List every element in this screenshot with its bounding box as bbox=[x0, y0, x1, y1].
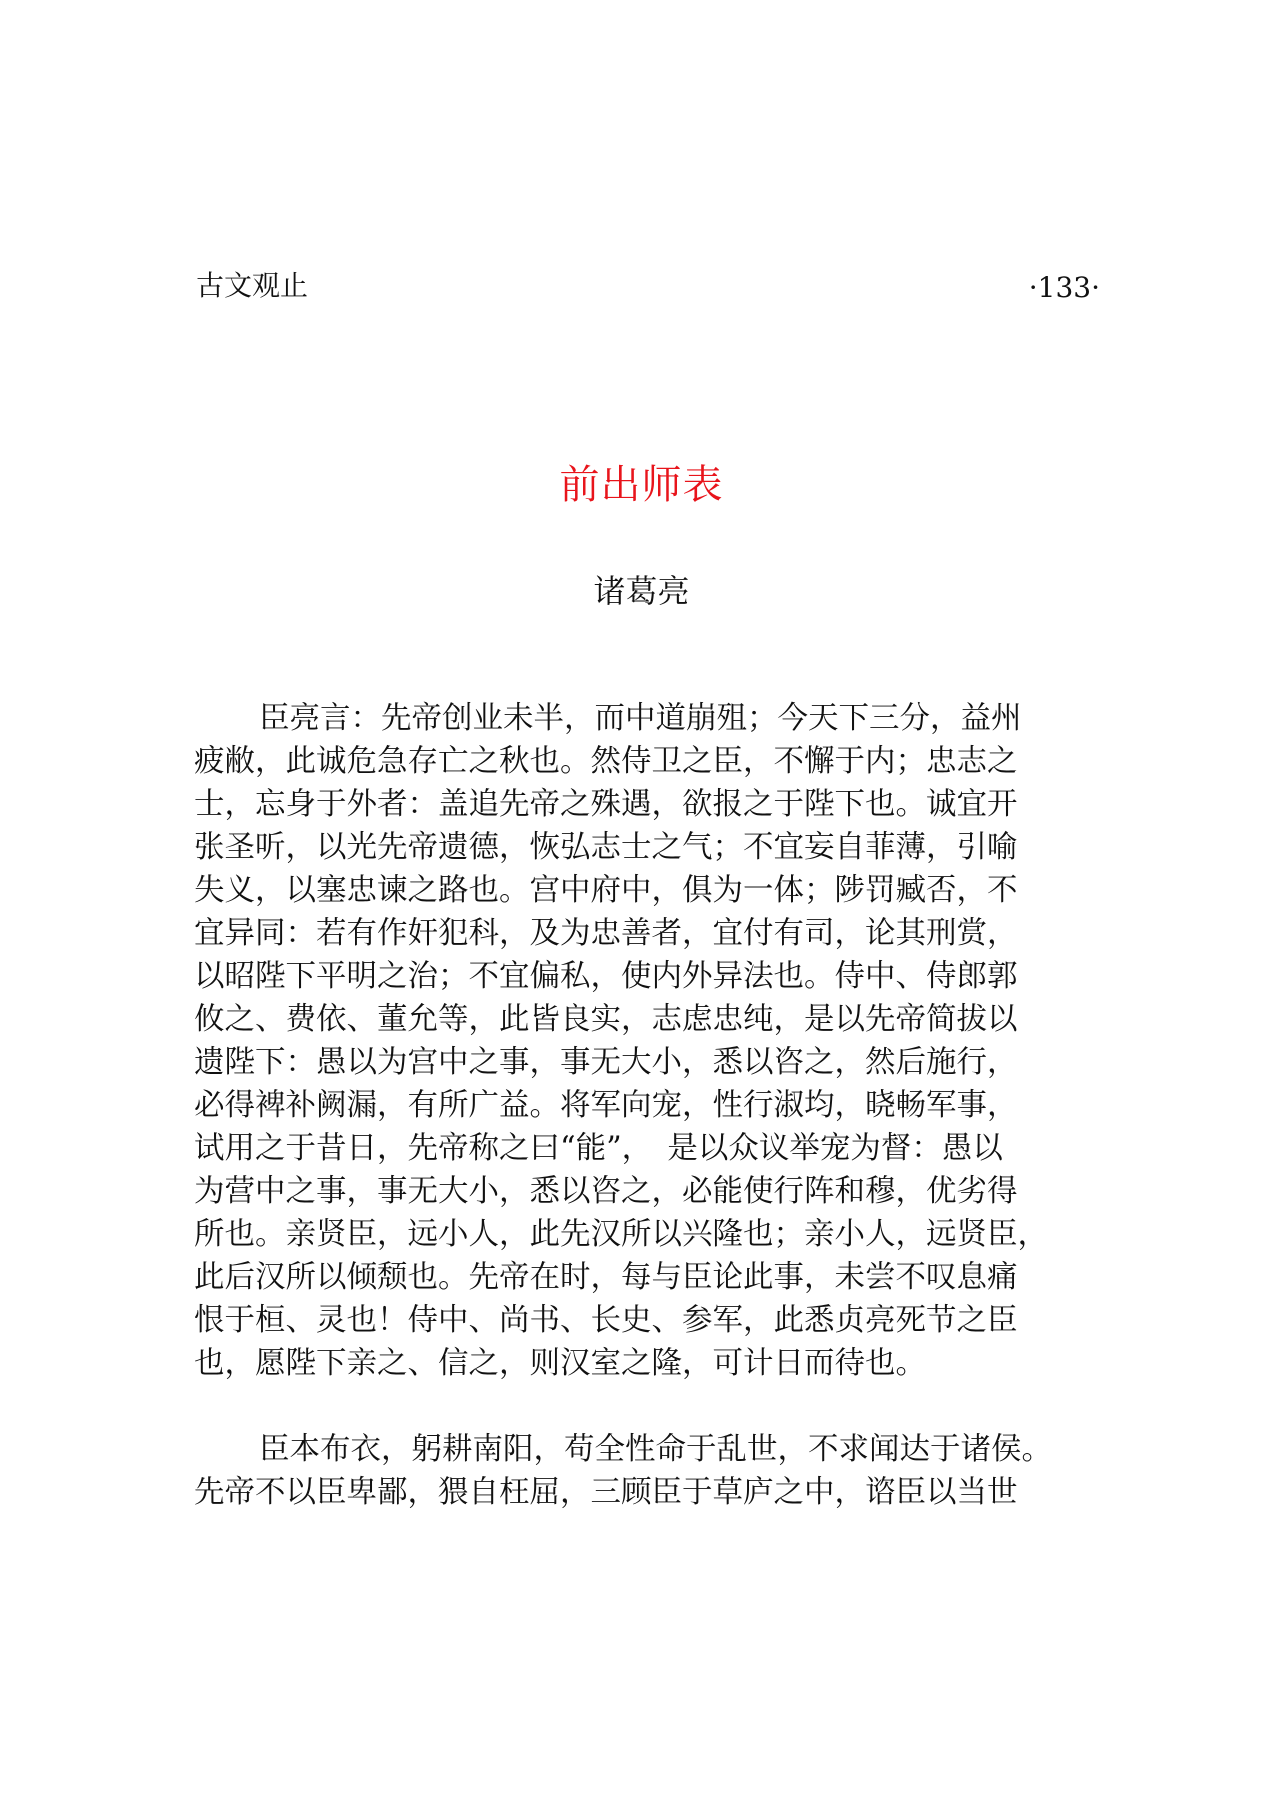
article-author: 诸葛亮 bbox=[593, 572, 690, 610]
text-line: 必得裨补阙漏，有所广益。将军向宠，性行淑均，晓畅军事， bbox=[194, 1088, 1018, 1123]
text-line: 臣本布衣，躬耕南阳，苟全性命于乱世，不求闻达于诸侯。 bbox=[259, 1432, 1052, 1467]
text-line: 攸之、费依、董允等，此皆良实，志虑忠纯，是以先帝简拔以 bbox=[194, 1002, 1018, 1037]
text-line: 张圣听，以光先帝遗德，恢弘志士之气；不宜妄自菲薄，引喻 bbox=[194, 830, 1018, 865]
text-line: 失义，以塞忠谏之路也。宫中府中，俱为一体；陟罚臧否，不 bbox=[194, 873, 1018, 908]
text-line: 恨于桓、灵也！侍中、尚书、长史、参军，此悉贞亮死节之臣 bbox=[194, 1303, 1018, 1338]
text-line: 试用之于昔日，先帝称之曰“能”， 是以众议举宠为督：愚以 bbox=[194, 1131, 1003, 1166]
text-line: 先帝不以臣卑鄙，猥自枉屈，三顾臣于草庐之中，谘臣以当世 bbox=[194, 1475, 1018, 1510]
paragraph-1 bbox=[194, 697, 1094, 1385]
text-line: 宜异同：若有作奸犯科，及为忠善者，宜付有司，论其刑赏， bbox=[194, 916, 1018, 951]
text-line: 士，忘身于外者：盖追先帝之殊遇，欲报之于陛下也。诚宜开 bbox=[194, 787, 1018, 822]
text-line: 以昭陛下平明之治；不宜偏私，使内外异法也。侍中、侍郎郭 bbox=[194, 959, 1018, 994]
text-line: 也，愿陛下亲之、信之，则汉室之隆，可计日而待也。 bbox=[194, 1346, 926, 1381]
article-title: 前出师表 bbox=[559, 462, 724, 508]
text-line: 遗陛下：愚以为宫中之事，事无大小，悉以咨之，然后施行， bbox=[194, 1045, 1018, 1080]
text-line: 疲敝，此诚危急存亡之秋也。然侍卫之臣，不懈于内；忠志之 bbox=[194, 744, 1018, 779]
text-line: 臣亮言：先帝创业未半，而中道崩殂；今天下三分，益州 bbox=[259, 701, 1022, 736]
article-body bbox=[194, 697, 1094, 1514]
paragraph-2 bbox=[194, 1428, 1094, 1514]
text-line: 此后汉所以倾颓也。先帝在时，每与臣论此事，未尝不叹息痛 bbox=[194, 1260, 1018, 1295]
page-number: ·133· bbox=[1028, 271, 1100, 304]
text-line: 所也。亲贤臣，远小人，此先汉所以兴隆也；亲小人，远贤臣， bbox=[194, 1217, 1048, 1252]
text-line: 为营中之事，事无大小，悉以咨之，必能使行阵和穆，优劣得 bbox=[194, 1174, 1018, 1209]
running-header-book-title: 古文观止 bbox=[196, 269, 309, 302]
